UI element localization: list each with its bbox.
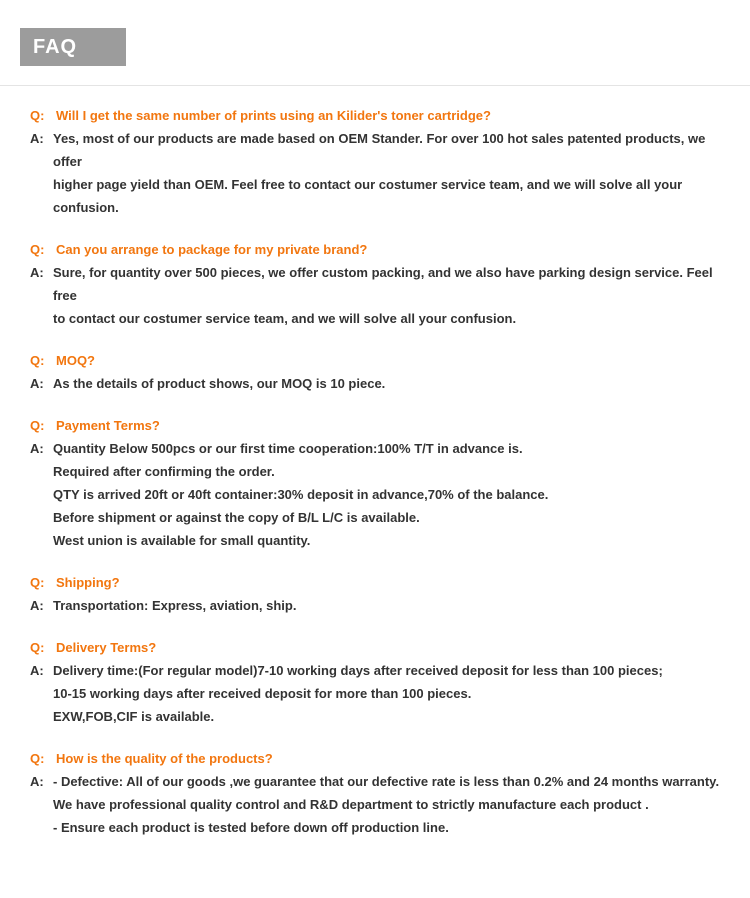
- faq-item: [30, 414, 722, 552]
- answer-line: 10-15 working days after received deposit for more than 100 pieces.: [53, 686, 472, 701]
- question-text: Delivery Terms?: [56, 640, 157, 655]
- question-prefix: Q:: [30, 640, 45, 655]
- answer-prefix: A:: [30, 441, 44, 456]
- faq-question: [30, 104, 722, 127]
- answer-line: - Ensure each product is tested before down off production line.: [53, 820, 449, 835]
- answer-prefix: A:: [30, 663, 44, 678]
- question-text: How is the quality of the products?: [56, 751, 273, 766]
- answer-line: We have professional quality control and R&D department to strictly manufacture each product .: [53, 797, 649, 812]
- answer-line: QTY is arrived 20ft or 40ft container:30% deposit in advance,70% of the balance.: [53, 487, 549, 502]
- answer-line: EXW,FOB,CIF is available.: [53, 709, 215, 724]
- answer-prefix: A:: [30, 774, 44, 789]
- faq-item: [30, 747, 722, 839]
- answer-line: As the details of product shows, our MOQ is 10 piece.: [53, 376, 386, 391]
- question-prefix: Q:: [30, 575, 45, 590]
- answer-line: Before shipment or against the copy of B/L L/C is available.: [53, 510, 420, 525]
- answer-line: Quantity Below 500pcs or our first time cooperation:100% T/T in advance is.: [53, 441, 523, 456]
- question-prefix: Q:: [30, 108, 45, 123]
- answer-line: - Defective: All of our goods ,we guarantee that our defective rate is less than 0.2% and 24 months warranty.: [53, 774, 720, 789]
- faq-question: [30, 571, 722, 594]
- answer-prefix: A:: [30, 376, 44, 391]
- question-prefix: Q:: [30, 418, 45, 433]
- answer-line: Required after confirming the order.: [53, 464, 275, 479]
- faq-question: [30, 414, 722, 437]
- answer-prefix: A:: [30, 598, 44, 613]
- question-text: Shipping?: [56, 575, 120, 590]
- faq-answer: [30, 372, 722, 395]
- answer-prefix: A:: [30, 265, 44, 280]
- answer-prefix: A:: [30, 131, 44, 146]
- faq-list: [0, 86, 750, 898]
- faq-item: [30, 349, 722, 395]
- faq-answer: [30, 594, 722, 617]
- answer-line: to contact our costumer service team, and we will solve all your confusion.: [53, 311, 517, 326]
- answer-line: Transportation: Express, aviation, ship.: [53, 598, 297, 613]
- faq-item: [30, 636, 722, 728]
- faq-answer: [30, 659, 722, 728]
- faq-question: [30, 747, 722, 770]
- faq-answer: [30, 437, 722, 552]
- answer-line: Delivery time:(For regular model)7-10 working days after received deposit for less than 100 pieces;: [53, 663, 663, 678]
- question-text: Will I get the same number of prints using an Kilider's toner cartridge?: [56, 108, 491, 123]
- question-text: Payment Terms?: [56, 418, 160, 433]
- faq-answer: [30, 770, 722, 839]
- faq-answer: [30, 261, 722, 330]
- faq-item: [30, 238, 722, 330]
- faq-question: [30, 238, 722, 261]
- answer-line: West union is available for small quantity.: [53, 533, 311, 548]
- question-prefix: Q:: [30, 353, 45, 368]
- answer-line: Yes, most of our products are made based on OEM Stander. For over 100 hot sales patented products, we offer: [53, 131, 706, 169]
- question-prefix: Q:: [30, 751, 45, 766]
- faq-answer: [30, 127, 722, 219]
- answer-line: higher page yield than OEM. Feel free to contact our costumer service team, and we will solve all your confusion.: [53, 177, 683, 215]
- faq-section-badge: FAQ: [20, 28, 126, 66]
- question-text: Can you arrange to package for my private brand?: [56, 242, 368, 257]
- faq-question: [30, 349, 722, 372]
- question-text: MOQ?: [56, 353, 95, 368]
- faq-question: [30, 636, 722, 659]
- faq-item: [30, 104, 722, 219]
- faq-item: [30, 571, 722, 617]
- answer-line: Sure, for quantity over 500 pieces, we offer custom packing, and we also have parking design service. Feel free: [53, 265, 713, 303]
- question-prefix: Q:: [30, 242, 45, 257]
